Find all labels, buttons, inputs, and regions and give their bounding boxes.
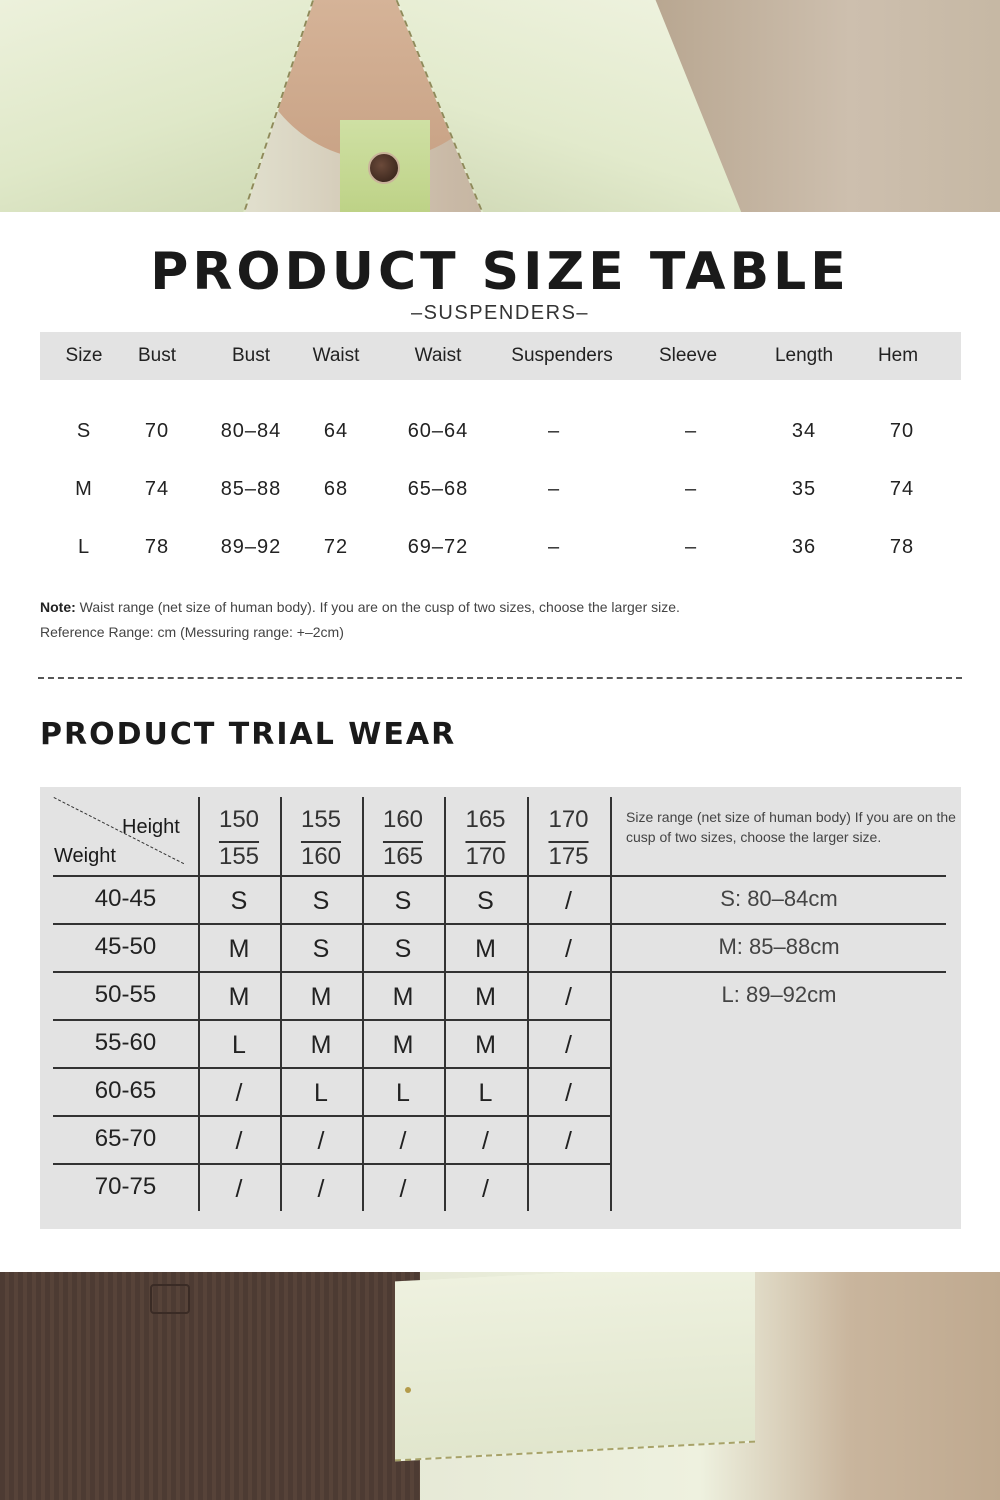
size-cell: – — [547, 420, 561, 442]
size-cell: – — [684, 478, 698, 500]
header-waist-range: Waist — [414, 345, 462, 366]
weight-label: 65-70 — [94, 1125, 157, 1152]
size-cell: 68 — [323, 478, 349, 500]
size-recommendation: / — [235, 1127, 243, 1155]
header-bust-range: Bust — [231, 345, 271, 366]
photo-shirt-hem — [395, 1272, 755, 1461]
size-recommendation: S — [230, 887, 248, 915]
size-recommendation: / — [317, 1175, 325, 1203]
photo-collar-left — [0, 0, 321, 212]
size-cell: – — [684, 536, 698, 558]
page-title: PRODUCT SIZE TABLE — [150, 242, 850, 302]
size-table-row — [40, 460, 961, 518]
size-cell: 64 — [323, 420, 349, 442]
height-header — [444, 801, 527, 875]
height-to: 175 — [548, 843, 589, 870]
height-from: 170 — [548, 806, 589, 833]
size-cell: 34 — [791, 420, 817, 442]
header-sleeve: Sleeve — [658, 345, 718, 366]
size-cell: M — [75, 478, 93, 500]
size-cell: 72 — [323, 536, 349, 558]
note-line-1: Waist range (net size of human body). If you are on the cusp of two sizes, choose the larger size. — [79, 599, 680, 615]
size-recommendation: S — [312, 935, 330, 963]
size-cell: L — [77, 536, 91, 558]
height-header — [280, 801, 362, 875]
size-panel — [0, 212, 1000, 1272]
size-recommendation: S — [312, 887, 330, 915]
weight-label: 60-65 — [94, 1077, 157, 1104]
header-length: Length — [774, 345, 834, 366]
size-table — [40, 332, 961, 576]
size-cell: 78 — [144, 536, 170, 558]
size-note — [40, 595, 680, 645]
size-recommendation: M — [475, 935, 496, 963]
size-recommendation: L — [314, 1079, 328, 1107]
header-waist: Waist — [312, 345, 360, 366]
height-to: 170 — [465, 843, 506, 870]
weight-label: 55-60 — [94, 1029, 157, 1056]
header-size: Size — [65, 345, 103, 366]
size-recommendation: / — [565, 1127, 572, 1155]
size-recommendation: M — [475, 1031, 496, 1059]
size-recommendation: / — [482, 1127, 489, 1155]
size-cell: 85–88 — [220, 478, 282, 500]
size-table-row — [40, 402, 961, 460]
weight-label: 50-55 — [94, 981, 157, 1008]
size-recommendation: L — [396, 1079, 410, 1107]
height-header — [198, 801, 280, 875]
size-recommendation: / — [565, 1031, 572, 1059]
size-cell: – — [547, 536, 561, 558]
height-from: 160 — [382, 806, 424, 833]
size-cell: 69–72 — [407, 536, 469, 558]
size-recommendation: M — [392, 1031, 414, 1059]
size-cell: 74 — [144, 478, 170, 500]
size-cell: 35 — [791, 478, 817, 500]
height-to: 160 — [300, 843, 342, 870]
header-hem: Hem — [877, 345, 919, 366]
weight-label: 70-75 — [94, 1173, 157, 1200]
size-recommendation: / — [399, 1127, 407, 1155]
height-to: 165 — [382, 843, 424, 870]
size-recommendation: / — [399, 1175, 407, 1203]
size-cell: 70 — [144, 420, 170, 442]
size-recommendation: / — [565, 887, 572, 915]
size-recommendation: S — [477, 887, 494, 915]
size-cell: – — [684, 420, 698, 442]
size-recommendation: M — [310, 1031, 332, 1059]
weight-label: 40-45 — [94, 885, 157, 912]
size-recommendation: L — [478, 1079, 493, 1107]
size-recommendation: M — [228, 983, 250, 1011]
size-recommendation: M — [392, 983, 414, 1011]
page-subtitle: –SUSPENDERS– — [410, 302, 590, 324]
corner-height-label: Height — [122, 816, 180, 838]
size-recommendation: / — [565, 983, 572, 1011]
header-bust: Bust — [137, 345, 177, 366]
size-cell: 36 — [791, 536, 817, 558]
size-cell: 80–84 — [220, 420, 282, 442]
size-cell: 60–64 — [407, 420, 469, 442]
size-recommendation: M — [475, 983, 496, 1011]
bottom-product-photo — [0, 1272, 1000, 1500]
note-label: Note: — [40, 599, 76, 615]
note-line-2: Reference Range: cm (Messuring range: +–2cm) — [40, 624, 344, 640]
size-cell: S — [76, 420, 92, 442]
size-recommendation: S — [394, 887, 412, 915]
size-cell: 89–92 — [220, 536, 282, 558]
height-header — [362, 801, 444, 875]
size-recommendation: L — [232, 1031, 246, 1059]
size-recommendation: / — [317, 1127, 325, 1155]
size-recommendation: M — [310, 983, 332, 1011]
header-suspenders: Suspenders — [511, 345, 613, 366]
size-recommendation: / — [235, 1079, 243, 1107]
photo-stitch — [405, 1387, 411, 1393]
height-header — [527, 801, 610, 875]
photo-pants — [0, 1272, 420, 1500]
size-recommendation: / — [482, 1175, 489, 1203]
size-cell: 74 — [889, 478, 915, 500]
size-recommendation: / — [235, 1175, 243, 1203]
size-recommendation: S — [394, 935, 412, 963]
trial-wear-table — [40, 787, 961, 1229]
size-table-row — [40, 518, 961, 576]
photo-collar-right — [392, 0, 749, 212]
weight-label: 45-50 — [94, 933, 157, 960]
height-to: 155 — [218, 843, 260, 870]
size-range-value: M: 85–88cm — [718, 934, 840, 959]
height-from: 165 — [465, 806, 506, 833]
size-cell: 78 — [889, 536, 915, 558]
photo-button — [368, 152, 400, 184]
top-product-photo — [0, 0, 1000, 212]
trial-title: PRODUCT TRIAL WEAR — [40, 717, 457, 752]
height-from: 155 — [300, 806, 342, 833]
size-cell: 65–68 — [407, 478, 469, 500]
section-divider — [38, 677, 962, 679]
size-range-value: S: 80–84cm — [720, 886, 838, 911]
size-range-value: L: 89–92cm — [721, 982, 837, 1007]
size-cell: – — [547, 478, 561, 500]
size-recommendation — [527, 1165, 610, 1213]
size-recommendation: M — [228, 935, 250, 963]
height-from: 150 — [218, 806, 260, 833]
size-table-body — [40, 380, 961, 576]
size-recommendation: / — [565, 1079, 572, 1107]
corner-weight-label: Weight — [54, 845, 116, 867]
size-cell: 70 — [889, 420, 915, 442]
size-recommendation: / — [565, 935, 572, 963]
range-note: Size range (net size of human body) If you are on the cusp of two sizes, choose the larger size. — [626, 809, 956, 845]
photo-belt-loop — [150, 1284, 190, 1314]
size-table-header — [40, 332, 961, 380]
